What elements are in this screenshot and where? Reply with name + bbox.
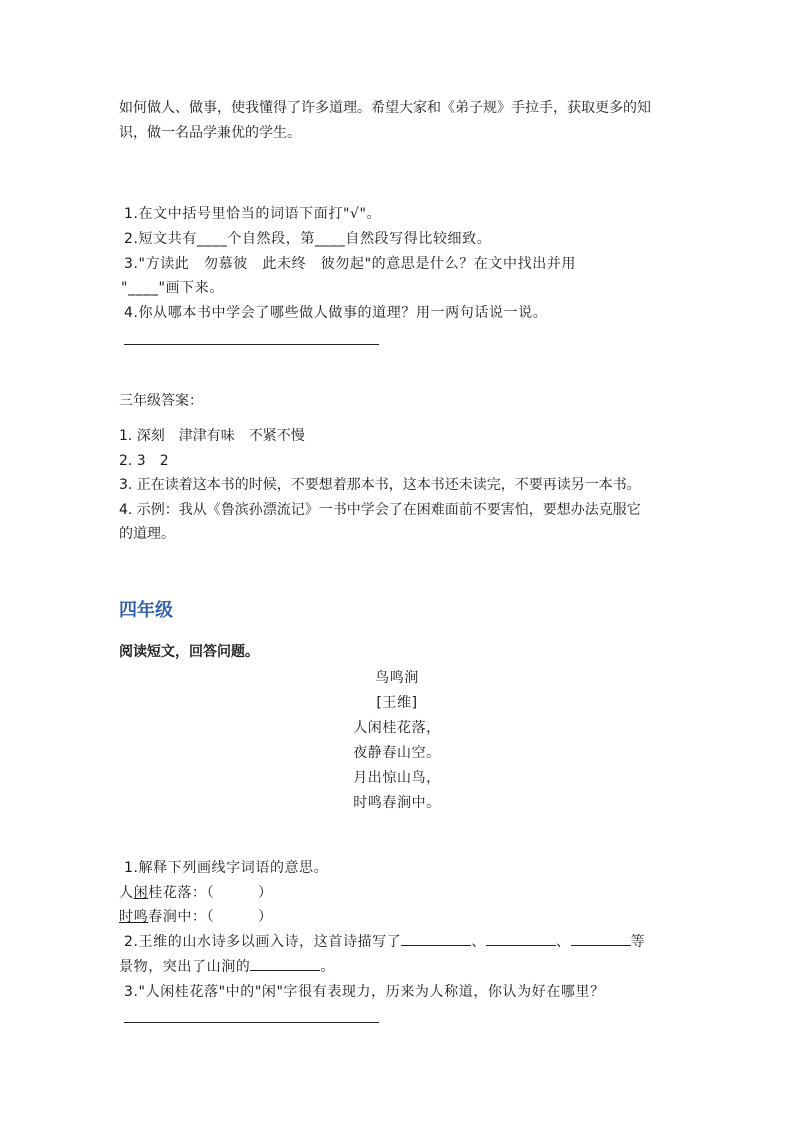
- answer-line-g4: [124, 1022, 379, 1023]
- g4-question-1a: [119, 882, 273, 902]
- g3-answers-title: 三年级答案：: [119, 393, 203, 409]
- g3-answer-1: 1. 深刻 津津有味 不紧不慢: [119, 428, 305, 444]
- poem-line-3: 月出惊山鸟，: [353, 770, 441, 786]
- g3-question-3-line-1: 3."方读此 勿慕彼 此未终 彼勿起"的意思是什么？在文中找出并用: [124, 256, 577, 272]
- g3-answer-4-line-2: 的道理。: [119, 526, 175, 542]
- poem-line-2: 夜静春山空。: [353, 745, 441, 761]
- g4-question-2-line-1: [124, 931, 645, 951]
- g3-answer-3: 3. 正在读着这本书的时候，不要想着那本书，这本书还未读完，不要再读另一本书。: [119, 477, 641, 493]
- g3-question-2: 2.短文共有____个自然段，第____自然段写得比较细致。: [124, 231, 492, 247]
- g4-q1a-underlined: 闲: [133, 885, 149, 901]
- fill-blank-3[interactable]: [571, 931, 631, 946]
- g4-q1b-underlined: 时鸣: [119, 909, 149, 925]
- intro-line-1: 如何做人、做事，使我懂得了许多道理。希望大家和《弟子规》手拉手，获取更多的知: [119, 100, 651, 116]
- g4-question-2-line-2: [119, 956, 335, 976]
- answer-line-g3: [124, 344, 379, 345]
- g4-q1a-pre: 人: [119, 885, 134, 901]
- poem-line-4: 时鸣春涧中。: [353, 795, 441, 811]
- g3-answer-2: 2. 3 2: [119, 453, 169, 469]
- g4-q2-sep-2: 、: [555, 934, 571, 950]
- g4-q1b-post: 春涧中：（ ）: [148, 909, 273, 925]
- poem-title: 鸟鸣涧: [375, 670, 419, 686]
- g3-answer-4-line-1: 4. 示例：我从《鲁滨孙漂流记》一书中学会了在困难面前不要害怕，要想办法克服它: [119, 502, 641, 518]
- g4-question-3: 3."人闲桂花落"中的"闲"字很有表现力，历来为人称道，你认为好在哪里？: [124, 984, 605, 1000]
- g4-q2b-text: 景物，突出了山涧的: [119, 959, 251, 975]
- g4-question-1b: [119, 906, 273, 926]
- grade4-instruction: 阅读短文，回答问题。: [119, 644, 259, 660]
- fill-blank-4[interactable]: [250, 956, 320, 971]
- g4-question-1: 1.解释下列画线字词语的意思。: [124, 860, 329, 876]
- g4-q2-text: 2.王维的山水诗多以画入诗，这首诗描写了: [124, 934, 402, 950]
- fill-blank-2[interactable]: [486, 931, 556, 946]
- g3-question-1: 1.在文中括号里恰当的词语下面打"√"。: [124, 206, 382, 222]
- g4-q2-end: 等: [630, 934, 646, 950]
- g4-q2b-end: 。: [320, 959, 336, 975]
- poem-author: [王维]: [376, 695, 418, 711]
- grade4-heading: 四年级: [119, 600, 173, 621]
- g3-question-4: 4.你从哪本书中学会了哪些做人做事的道理？用一两句话说一说。: [124, 305, 548, 321]
- g3-question-3-line-2: "____"画下来。: [121, 280, 224, 296]
- fill-blank-1[interactable]: [401, 931, 471, 946]
- poem-line-1: 人闲桂花落，: [353, 720, 441, 736]
- g4-q2-sep-1: 、: [471, 934, 486, 950]
- g4-q1a-post: 桂花落：（ ）: [148, 885, 273, 901]
- intro-line-2: 识，做一名品学兼优的学生。: [119, 125, 301, 141]
